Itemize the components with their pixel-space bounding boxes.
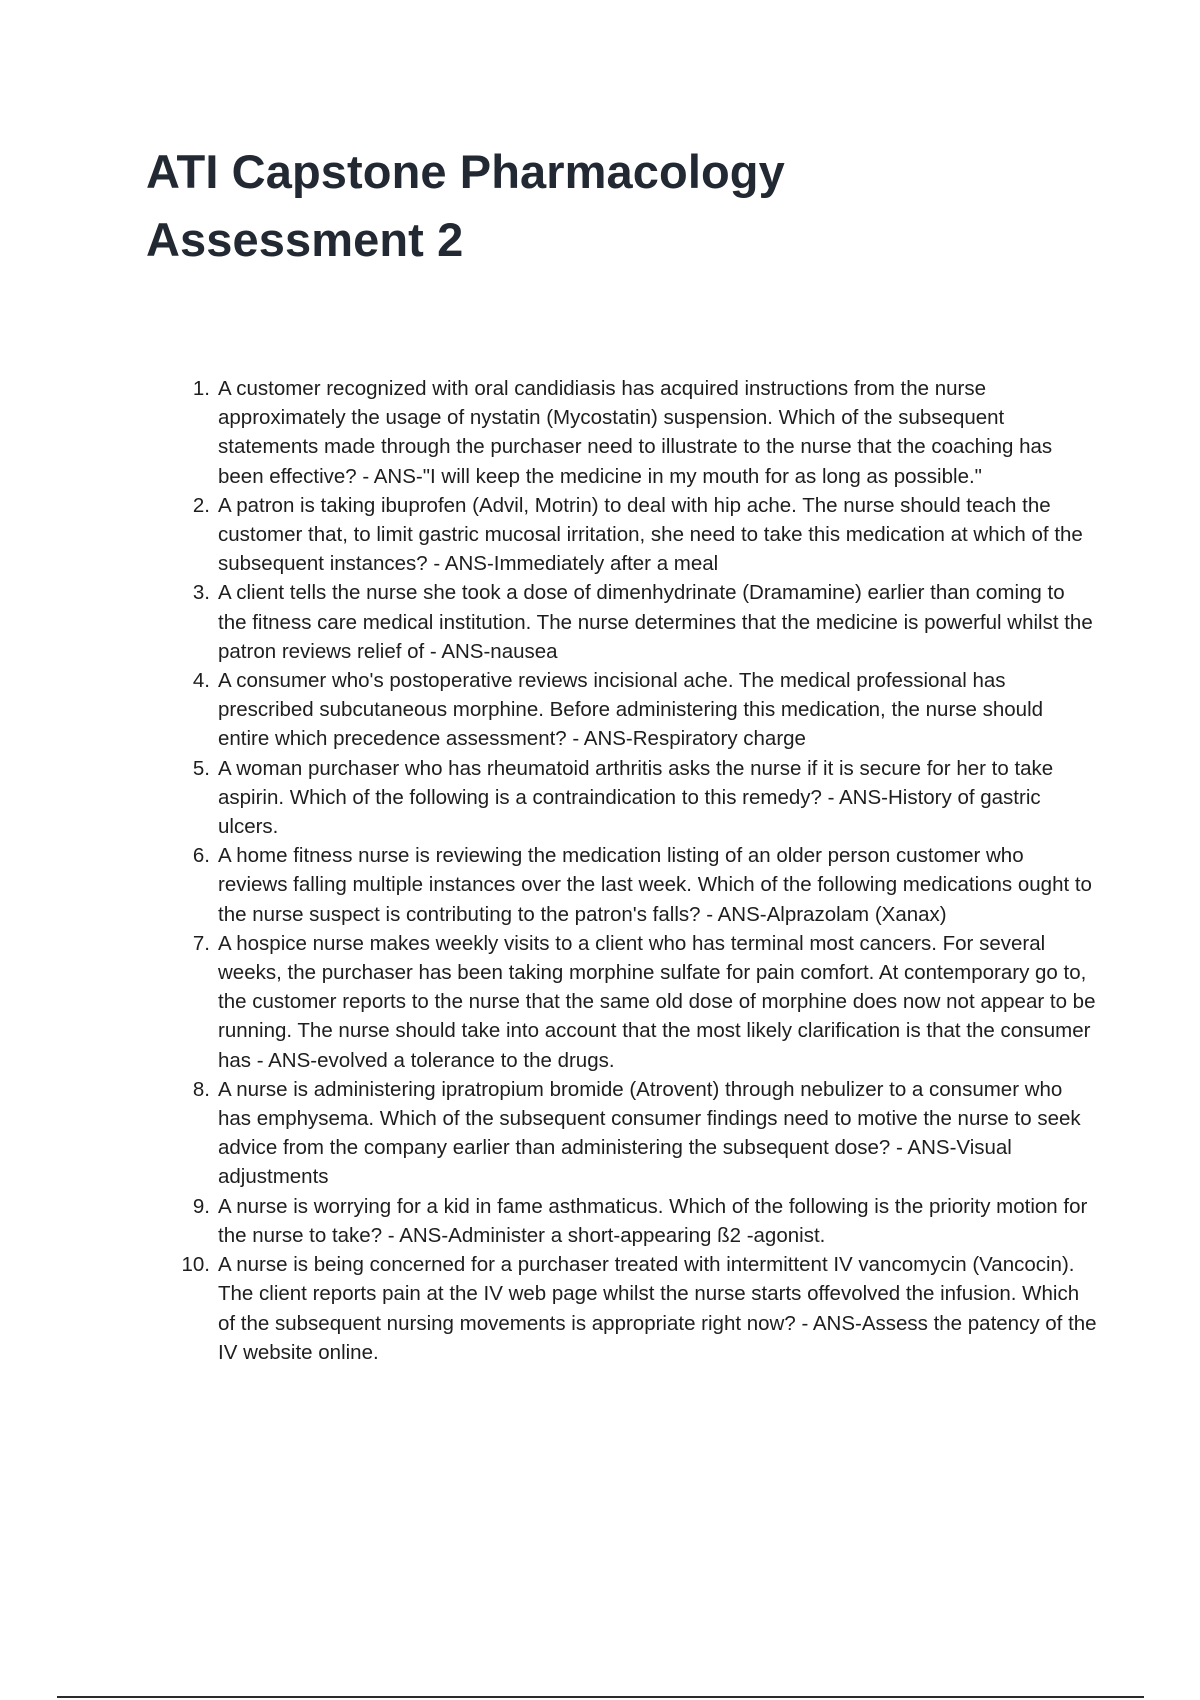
question-number: 3.: [192, 581, 210, 605]
question-text: A patron is taking ibuprofen (Advil, Motrin) to deal with hip ache. The nurse should teach the customer that, to limit gastric mucosal irritation, she need to take this medication at which of the subsequent instances? - ANS-Immediately after a meal: [218, 493, 1083, 576]
question-item-4: [192, 666, 1098, 754]
question-text: A client tells the nurse she took a dose of dimenhydrinate (Dramamine) earlier than coming to the fitness care medical institution. The nurse determines that the medicine is powerful whilst the patron reviews relief of - ANS-nausea: [218, 581, 1093, 663]
question-number: 8.: [192, 1077, 210, 1101]
question-item-9: [192, 1192, 1098, 1250]
question-item-2: [192, 491, 1098, 579]
question-number: 10.: [181, 1253, 210, 1277]
question-number: 9.: [192, 1194, 210, 1218]
question-list: [181, 374, 1098, 1367]
question-text: A nurse is worrying for a kid in fame asthmaticus. Which of the following is the priority motion for the nurse to take? - ANS-Administer a short-appearing ß2 -agonist.: [218, 1194, 1088, 1247]
question-number: 1.: [192, 377, 210, 400]
question-number: 6.: [192, 844, 210, 868]
question-text: A woman purchaser who has rheumatoid arthritis asks the nurse if it is secure for her to take aspirin. Which of the following is a contraindication to this remedy? - ANS-History of gastric ulcers.: [218, 756, 1054, 839]
question-text: A hospice nurse makes weekly visits to a client who has terminal most cancers. For several weeks, the purchaser has been taking morphine sulfate for pain comfort. At contemporary go to, the customer reports to the nurse that the same old dose of morphine does now not appear to be running. The nurse should take into account that the most likely clarification is that the consumer has - ANS-evolved a tolerance to the drugs.: [218, 931, 1096, 1072]
question-item-1: [192, 374, 1098, 491]
question-item-7: [192, 929, 1098, 1075]
question-text: A nurse is being concerned for a purchaser treated with intermittent IV vancomycin (Vancocin). The client reports pain at the IV web page whilst the nurse starts offevolved the infusion. Which of the subsequent nursing movements is appropriate right now? - ANS-Assess the patency of the IV website online.: [218, 1253, 1097, 1364]
question-number: 4.: [192, 669, 210, 693]
question-number: 5.: [192, 756, 210, 780]
question-text: A consumer who's postoperative reviews incisional ache. The medical professional has prescribed subcutaneous morphine. Before administering this medication, the nurse should entire which precedence assessment? - ANS-Respiratory charge: [218, 669, 1044, 751]
question-number: 2.: [192, 493, 210, 517]
document-title: ATI Capstone Pharmacology Assessment 2: [146, 145, 785, 266]
question-item-8: [192, 1075, 1098, 1192]
question-text: A nurse is administering ipratropium bromide (Atrovent) through nebulizer to a consumer who has emphysema. Which of the subsequent consumer findings need to motive the nurse to seek advice from the company earlier than administering the subsequent dose? - ANS-Visual adjustments: [218, 1077, 1081, 1189]
question-item-5: [192, 754, 1098, 842]
question-item-3: [192, 578, 1098, 666]
question-number: 7.: [192, 931, 210, 955]
question-text: A customer recognized with oral candidiasis has acquired instructions from the nurse approximately the usage of nystatin (Mycostatin) suspension. Which of the subsequent statements made through the purchaser need to illustrate to the nurse that the coaching has been effective? - ANS-"I will keep the medicine in my mouth for as long as possible.": [218, 377, 1053, 488]
question-item-6: [192, 841, 1098, 929]
question-text: A home fitness nurse is reviewing the medication listing of an older person customer who reviews falling multiple instances over the last week. Which of the following medications ought to the nurse suspect is contributing to the patron's falls? - ANS-Alprazolam (Xanax): [218, 844, 1092, 926]
question-item-10: [181, 1250, 1098, 1367]
footer-divider: [57, 1696, 1144, 1698]
